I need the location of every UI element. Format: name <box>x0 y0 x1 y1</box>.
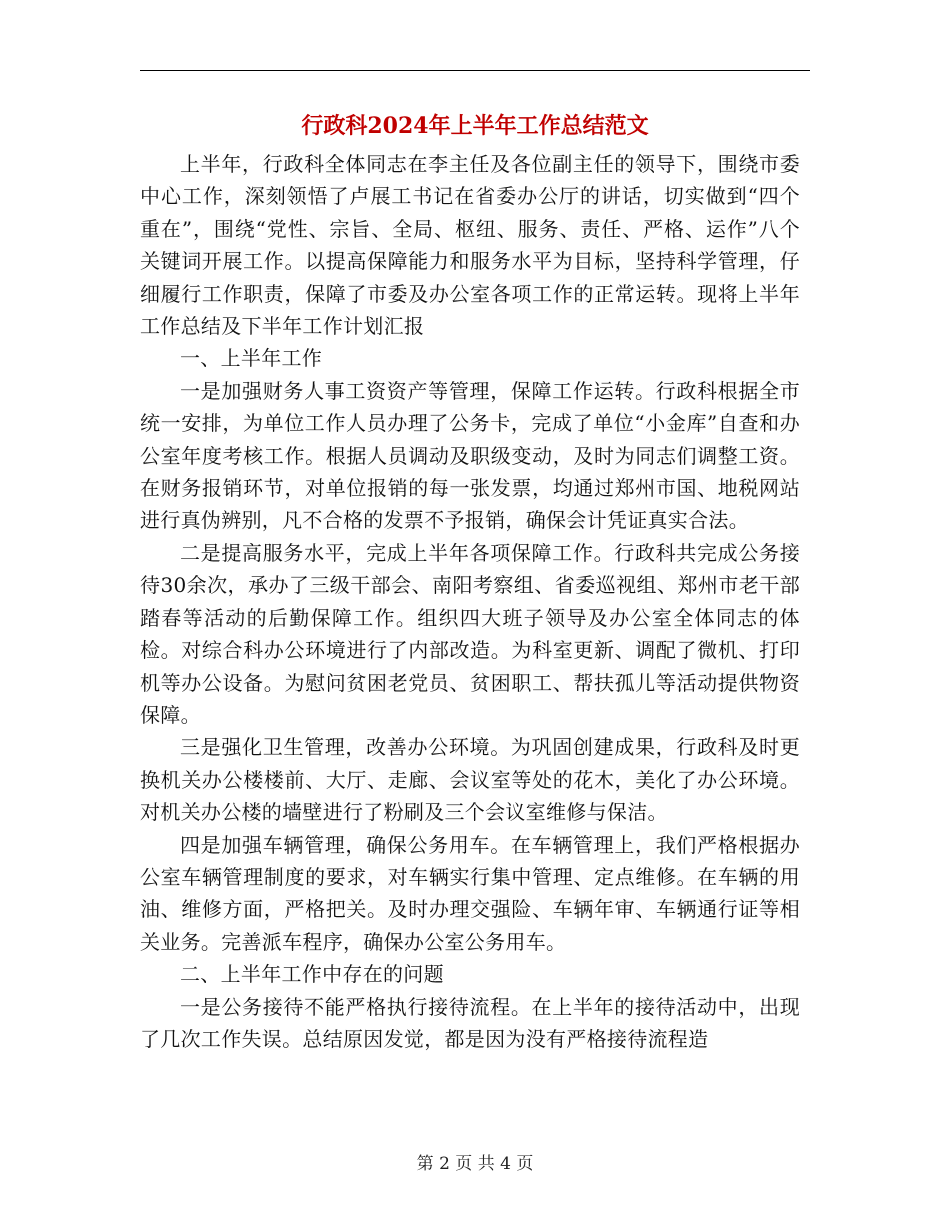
section-heading-2: 二、上半年工作中存在的问题 <box>180 962 444 987</box>
paragraph-vehicles: 四是加强车辆管理，确保公务用车。在车辆管理上，我们严格根据办公室车辆管理制度的要求，对车辆实行集中管理、定点维修。在车辆的用油、维修方面，严格把关。及时办理交强险、车辆年审、车辆通行证等相关业务。完善派车程序，确保办公室公务用车。 <box>140 832 800 954</box>
paragraph-problem-1: 一是公务接待不能严格执行接待流程。在上半年的接待活动中，出现了几次工作失误。总结原因发觉，都是因为没有严格接待流程造 <box>140 994 800 1051</box>
paragraph-intro: 上半年，行政科全体同志在李主任及各位副主任的领导下，围绕市委中心工作，深刻领悟了卢展工书记在省委办公厅的讲话，切实做到“四个重在”，围绕“党性、宗旨、全局、枢纽、服务、责任、严格、运作”八个关键词开展工作。以提高保障能力和服务水平为目标，坚持科学管理，仔细履行工作职责，保障了市委及办公室各项工作的正常运转。现将上半年工作总结及下半年工作计划汇报 <box>140 152 800 339</box>
document-title: 行政科2024年上半年工作总结范文 <box>301 113 649 139</box>
page-number: 第 2 页 共 4 页 <box>416 1154 534 1174</box>
section-heading-1: 一、上半年工作 <box>180 346 323 371</box>
paragraph-sanitation: 三是强化卫生管理，改善办公环境。为巩固创建成果，行政科及时更换机关办公楼楼前、大厅、走廊、会议室等处的花木，美化了办公环境。对机关办公楼的墙壁进行了粉刷及三个会议室维修与保洁。 <box>140 735 800 825</box>
document-body <box>140 148 800 1055</box>
header-rule <box>140 70 810 71</box>
paragraph-finance: 一是加强财务人事工资资产等管理，保障工作运转。行政科根据全市统一安排，为单位工作人员办理了公务卡，完成了单位“小金库”自查和办公室年度考核工作。根据人员调动及职级变动，及时为同志们调整工资。在财务报销环节，对单位报销的每一张发票，均通过郑州市国、地税网站进行真伪辨别，凡不合格的发票不予报销，确保会计凭证真实合法。 <box>140 378 800 533</box>
paragraph-service: 二是提高服务水平，完成上半年各项保障工作。行政科共完成公务接待30余次，承办了三级干部会、南阳考察组、省委巡视组、郑州市老干部踏春等活动的后勤保障工作。组织四大班子领导及办公室全体同志的体检。对综合科办公环境进行了内部改造。为科室更新、调配了微机、打印机等办公设备。为慰问贫困老党员、贫困职工、帮扶孤儿等活动提供物资保障。 <box>140 540 800 727</box>
